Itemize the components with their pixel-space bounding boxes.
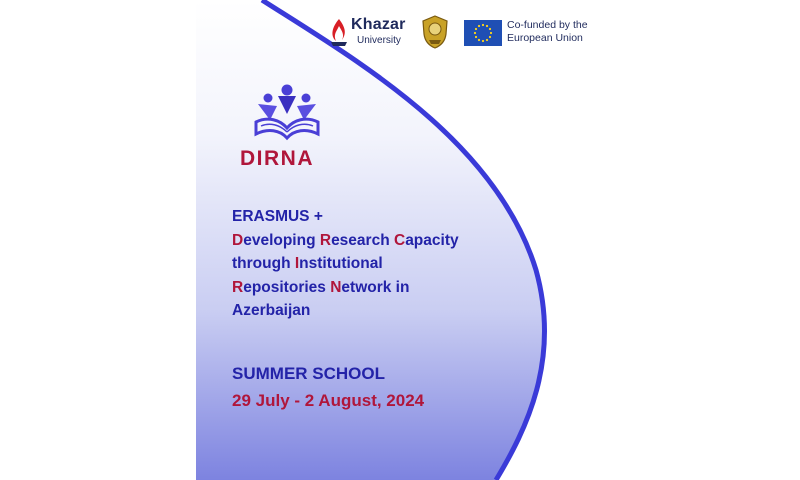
project-title bbox=[232, 205, 562, 323]
title-line-2: Developing Research Capacity bbox=[232, 231, 459, 249]
poster bbox=[196, 0, 601, 480]
dirna-logo-text: DIRNA bbox=[240, 147, 314, 170]
eu-flag-icon bbox=[464, 20, 502, 46]
eu-line-2: European Union bbox=[507, 32, 583, 44]
crest-icon bbox=[420, 14, 450, 50]
eu-cofunded-text bbox=[507, 19, 588, 45]
dirna-emblem-icon bbox=[248, 82, 326, 142]
khazar-university-logo bbox=[329, 12, 414, 52]
program-name: ERASMUS + bbox=[232, 208, 323, 225]
event-dates: 29 July - 2 August, 2024 bbox=[232, 391, 425, 410]
title-line-4: Repositories Network in bbox=[232, 278, 410, 296]
event-label: SUMMER SCHOOL bbox=[232, 364, 385, 383]
flame-icon bbox=[329, 18, 349, 48]
khazar-subtitle: University bbox=[357, 35, 401, 46]
title-line-3: through Institutional bbox=[232, 255, 383, 272]
title-line-5: Azerbaijan bbox=[232, 302, 311, 319]
khazar-name: Khazar bbox=[351, 16, 406, 33]
eu-line-1: Co-funded by the bbox=[507, 19, 588, 31]
